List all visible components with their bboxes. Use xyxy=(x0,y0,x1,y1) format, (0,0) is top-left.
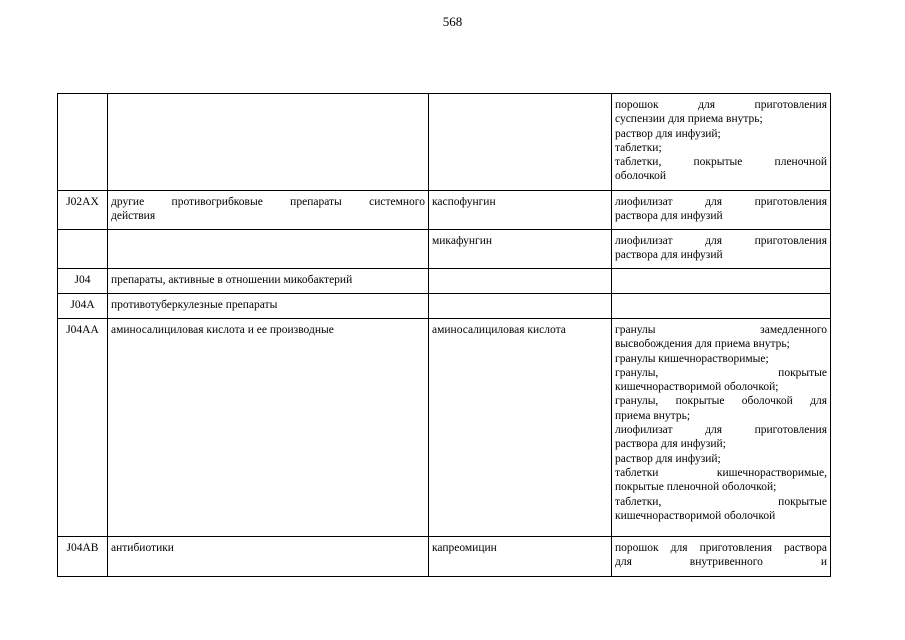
atc-code xyxy=(58,94,108,191)
dosage-form-line: раствора для инфузий; xyxy=(615,438,726,451)
table-row xyxy=(58,94,831,191)
dosage-form-line: таблетки кишечнорастворимые, xyxy=(615,466,827,479)
drug-name xyxy=(429,269,612,294)
dosage-form-line: лиофилизат для приготовления xyxy=(615,196,827,208)
dosage-forms xyxy=(612,319,831,537)
drug-name: каспофунгин xyxy=(429,191,612,230)
dosage-form-line: раствора для инфузий xyxy=(615,210,723,223)
dosage-form-line: раствор для инфузий; xyxy=(615,452,721,465)
dosage-form-line: лиофилизат для приготовления xyxy=(615,235,827,247)
dosage-form-line: порошок для приготовления xyxy=(615,99,827,111)
drug-name xyxy=(429,94,612,191)
group-name-line: действия xyxy=(111,210,156,223)
atc-code xyxy=(58,230,108,269)
atc-code: J02AX xyxy=(58,191,108,230)
dosage-forms xyxy=(612,269,831,294)
dosage-form-line: для внутривенного и xyxy=(615,556,827,569)
group-name-line: препараты, активные в отношении микобактерий xyxy=(111,274,353,286)
dosage-form-line: кишечнорастворимой оболочкой; xyxy=(615,381,779,394)
dosage-form-line: таблетки, покрытые пленочной xyxy=(615,156,827,169)
group-name xyxy=(108,294,429,319)
atc-code: J04A xyxy=(58,294,108,319)
dosage-form-line: гранулы, покрытые оболочкой для xyxy=(615,395,827,408)
dosage-form-line: приема внутрь; xyxy=(615,409,691,422)
dosage-form-line: гранулы кишечнорастворимые; xyxy=(615,352,769,365)
group-name xyxy=(108,537,429,577)
group-name-line: антибиотики xyxy=(111,542,174,554)
drug-name: аминосалициловая кислота xyxy=(429,319,612,537)
dosage-form-line: лиофилизат для приготовления xyxy=(615,424,827,437)
dosage-form-line: раствора для инфузий xyxy=(615,249,723,262)
atc-code: J04 xyxy=(58,269,108,294)
dosage-form-line: порошок для приготовления раствора xyxy=(615,542,827,554)
dosage-form-line: оболочкой xyxy=(615,170,667,183)
drug-table xyxy=(57,93,831,577)
group-name xyxy=(108,230,429,269)
drug-name: микафунгин xyxy=(429,230,612,269)
group-name-line: противотуберкулезные препараты xyxy=(111,299,278,311)
group-name xyxy=(108,319,429,537)
dosage-forms xyxy=(612,230,831,269)
dosage-forms xyxy=(612,94,831,191)
group-name-line: аминосалициловая кислота и ее производные xyxy=(111,324,334,336)
dosage-form-line: таблетки, покрытые xyxy=(615,495,827,508)
group-name xyxy=(108,94,429,191)
dosage-forms xyxy=(612,191,831,230)
group-name-line: другие противогрибковые препараты системного xyxy=(111,196,425,208)
dosage-form-line: высвобождения для приема внутрь; xyxy=(615,338,790,351)
table-row xyxy=(58,230,831,269)
dosage-form-line: покрытые пленочной оболочкой; xyxy=(615,481,777,494)
table-row xyxy=(58,269,831,294)
atc-code: J04AB xyxy=(58,537,108,577)
drug-name xyxy=(429,294,612,319)
dosage-form-line: суспензии для приема внутрь; xyxy=(615,113,763,126)
group-name xyxy=(108,269,429,294)
dosage-form-line: таблетки; xyxy=(615,141,662,154)
dosage-forms xyxy=(612,537,831,577)
table-row xyxy=(58,294,831,319)
page-number: 568 xyxy=(442,14,463,29)
dosage-form-line: гранулы замедленного xyxy=(615,324,827,336)
dosage-form-line: раствор для инфузий; xyxy=(615,127,721,140)
atc-code: J04AA xyxy=(58,319,108,537)
group-name xyxy=(108,191,429,230)
table-row xyxy=(58,191,831,230)
dosage-form-line: гранулы, покрытые xyxy=(615,366,827,379)
table-row xyxy=(58,537,831,577)
dosage-forms xyxy=(612,294,831,319)
table-row xyxy=(58,319,831,537)
dosage-form-line: кишечнорастворимой оболочкой xyxy=(615,509,776,522)
drug-name: капреомицин xyxy=(429,537,612,577)
